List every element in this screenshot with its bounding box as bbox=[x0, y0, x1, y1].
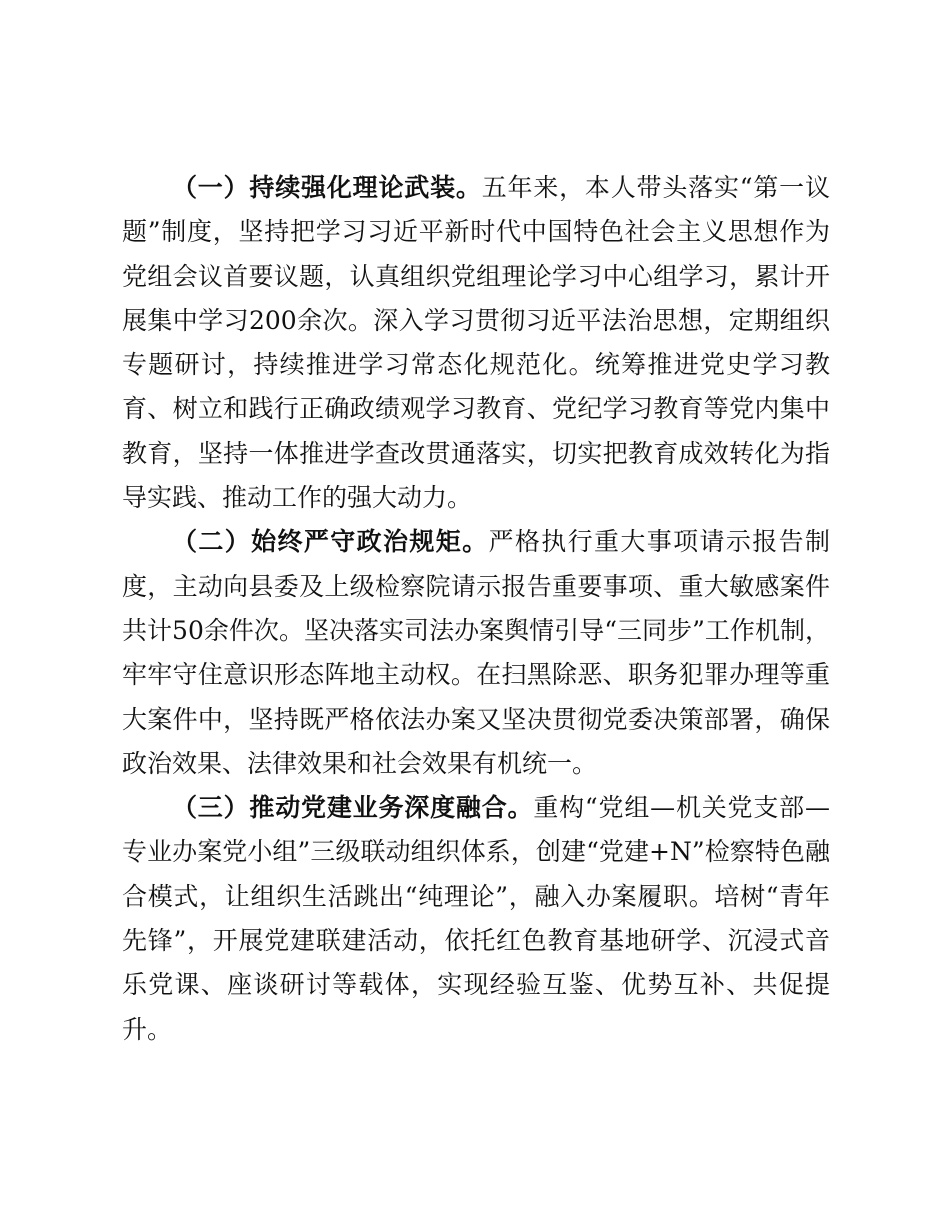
paragraph-3 bbox=[122, 786, 830, 1052]
paragraph-3-text: 重构“党组—机关党支部—专业办案党小组”三级联动组织体系，创建“党建+N”检察特色融合模式，让组织生活跳出“纯理论”，融入办案履职。培树“青年先锋”，开展党建联建活动，依托红色教育基地研学、沉浸式音乐党课、座谈研讨等载体，实现经验互鉴、优势互补、共促提升。 bbox=[122, 793, 830, 1044]
paragraph-2-text: 严格执行重大事项请示报告制度，主动向县委及上级检察院请示报告重要事项、重大敏感案件共计50余件次。坚决落实司法办案舆情引导“三同步”工作机制，牢牢守住意识形态阵地主动权。在扫黑除恶、职务犯罪办理等重大案件中，坚持既严格依法办案又坚决贯彻党委决策部署，确保政治效果、法律效果和社会效果有机统一。 bbox=[122, 527, 830, 778]
paragraph-2 bbox=[122, 520, 830, 786]
document-body bbox=[122, 166, 830, 1052]
paragraph-1 bbox=[122, 166, 830, 520]
paragraph-1-text: 五年来，本人带头落实“第一议题”制度，坚持把学习习近平新时代中国特色社会主义思想作为党组会议首要议题，认真组织党组理论学习中心组学习，累计开展集中学习200余次。深入学习贯彻习近平法治思想，定期组织专题研讨，持续推进学习常态化规范化。统筹推进党史学习教育、树立和践行正确政绩观学习教育、党纪学习教育等党内集中教育，坚持一体推进学查改贯通落实，切实把教育成效转化为指导实践、推动工作的强大动力。 bbox=[122, 173, 830, 513]
paragraph-2-heading: （二）始终严守政治规矩。 bbox=[172, 527, 489, 557]
paragraph-3-heading: （三）推动党建业务深度融合。 bbox=[172, 793, 534, 823]
paragraph-1-heading: （一）持续强化理论武装。 bbox=[172, 173, 482, 202]
